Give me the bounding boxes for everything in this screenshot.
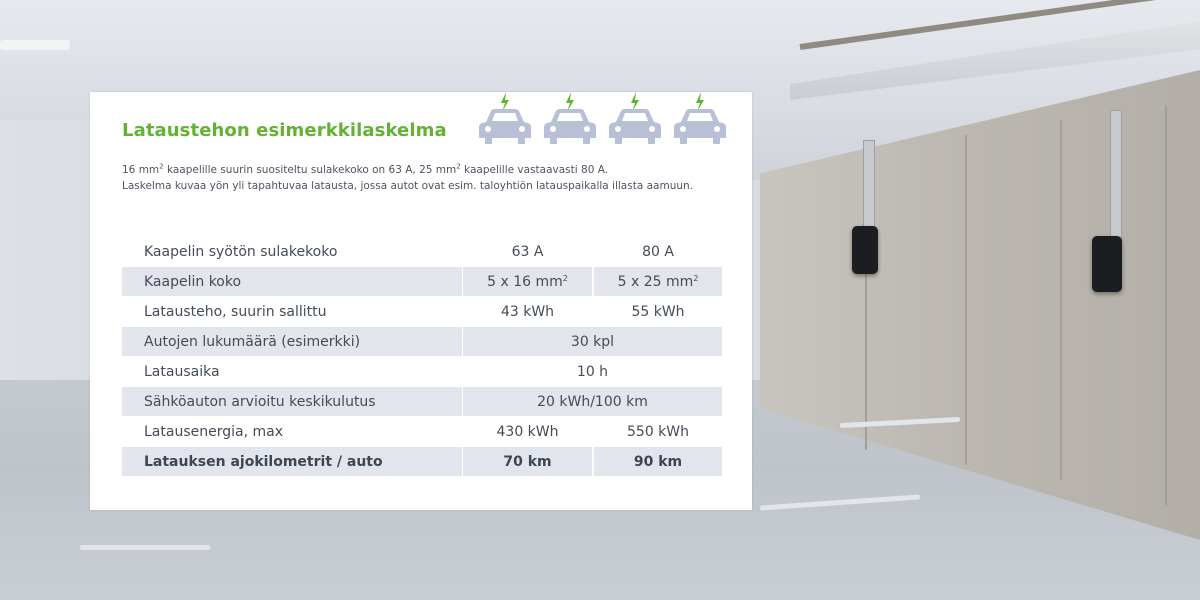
floor-marking bbox=[80, 545, 210, 550]
table-row bbox=[122, 357, 722, 386]
value-80a: 5 x 25 mm $^2$ bbox=[594, 267, 722, 296]
table-row bbox=[122, 387, 722, 416]
car-icons bbox=[478, 92, 727, 150]
row-label: Latauksen ajokilometrit / auto bbox=[122, 447, 462, 476]
cable-conduit bbox=[1110, 110, 1122, 242]
table-row bbox=[122, 327, 722, 356]
row-label: Latausenergia, max bbox=[144, 423, 283, 440]
value-80a: 80 A bbox=[642, 243, 674, 260]
row-label: Sähköauton arvioitu keskikulutus bbox=[122, 387, 462, 416]
row-label: Latausteho, suurin sallittu bbox=[144, 303, 327, 320]
electric-car-icon bbox=[673, 92, 727, 150]
table-row bbox=[122, 267, 722, 296]
merged-value: 30 kpl bbox=[463, 327, 722, 356]
table-row bbox=[122, 297, 722, 326]
value-63a: 43 kWh bbox=[500, 303, 555, 320]
description-line-2: Laskelma kuvaa yön yli tapahtuvaa latausta, jossa autot ovat esim. taloyhtiön latauspaikalla illasta aamuun. bbox=[122, 180, 693, 192]
row-label: Autojen lukumäärä (esimerkki) bbox=[122, 327, 462, 356]
value-80a: 90 km bbox=[594, 447, 722, 476]
row-label: Kaapelin syötön sulakekoko bbox=[144, 243, 338, 260]
wall-seam bbox=[965, 135, 967, 465]
value-63a: 5 x 16 mm $^2$ bbox=[463, 267, 592, 296]
card-title: Lataustehon esimerkkilaskelma bbox=[122, 120, 447, 141]
info-card bbox=[90, 92, 752, 510]
electric-car-icon bbox=[608, 92, 662, 150]
ev-charger bbox=[852, 226, 878, 274]
value-80a: 550 kWh bbox=[627, 423, 689, 440]
wall-seam bbox=[1165, 105, 1167, 505]
card-description bbox=[122, 162, 722, 194]
electric-car-icon bbox=[478, 92, 532, 150]
row-label: Latausaika bbox=[144, 363, 220, 380]
ev-charger bbox=[1092, 236, 1122, 292]
electric-car-icon bbox=[543, 92, 597, 150]
charging-table bbox=[122, 237, 722, 477]
table-row bbox=[122, 237, 722, 266]
merged-value: 20 kWh/100 km bbox=[463, 387, 722, 416]
row-label: Kaapelin koko bbox=[122, 267, 462, 296]
wall-seam bbox=[1060, 120, 1062, 480]
value-63a: 63 A bbox=[511, 243, 544, 260]
description-line-1: 16 $mm^2$ kaapelille suurin suositeltu sulakekoko on 63 A, 25 $mm^2$ kaapelille vastaavasti 80 A. bbox=[122, 162, 609, 176]
value-63a: 70 km bbox=[463, 447, 592, 476]
value-63a: 430 kWh bbox=[496, 423, 559, 440]
merged-value: 10 h bbox=[576, 363, 609, 380]
value-80a: 55 kWh bbox=[631, 303, 685, 320]
cable-conduit bbox=[863, 140, 875, 232]
table-row-total bbox=[122, 447, 722, 476]
ceiling-light bbox=[0, 40, 70, 50]
table-row bbox=[122, 417, 722, 446]
